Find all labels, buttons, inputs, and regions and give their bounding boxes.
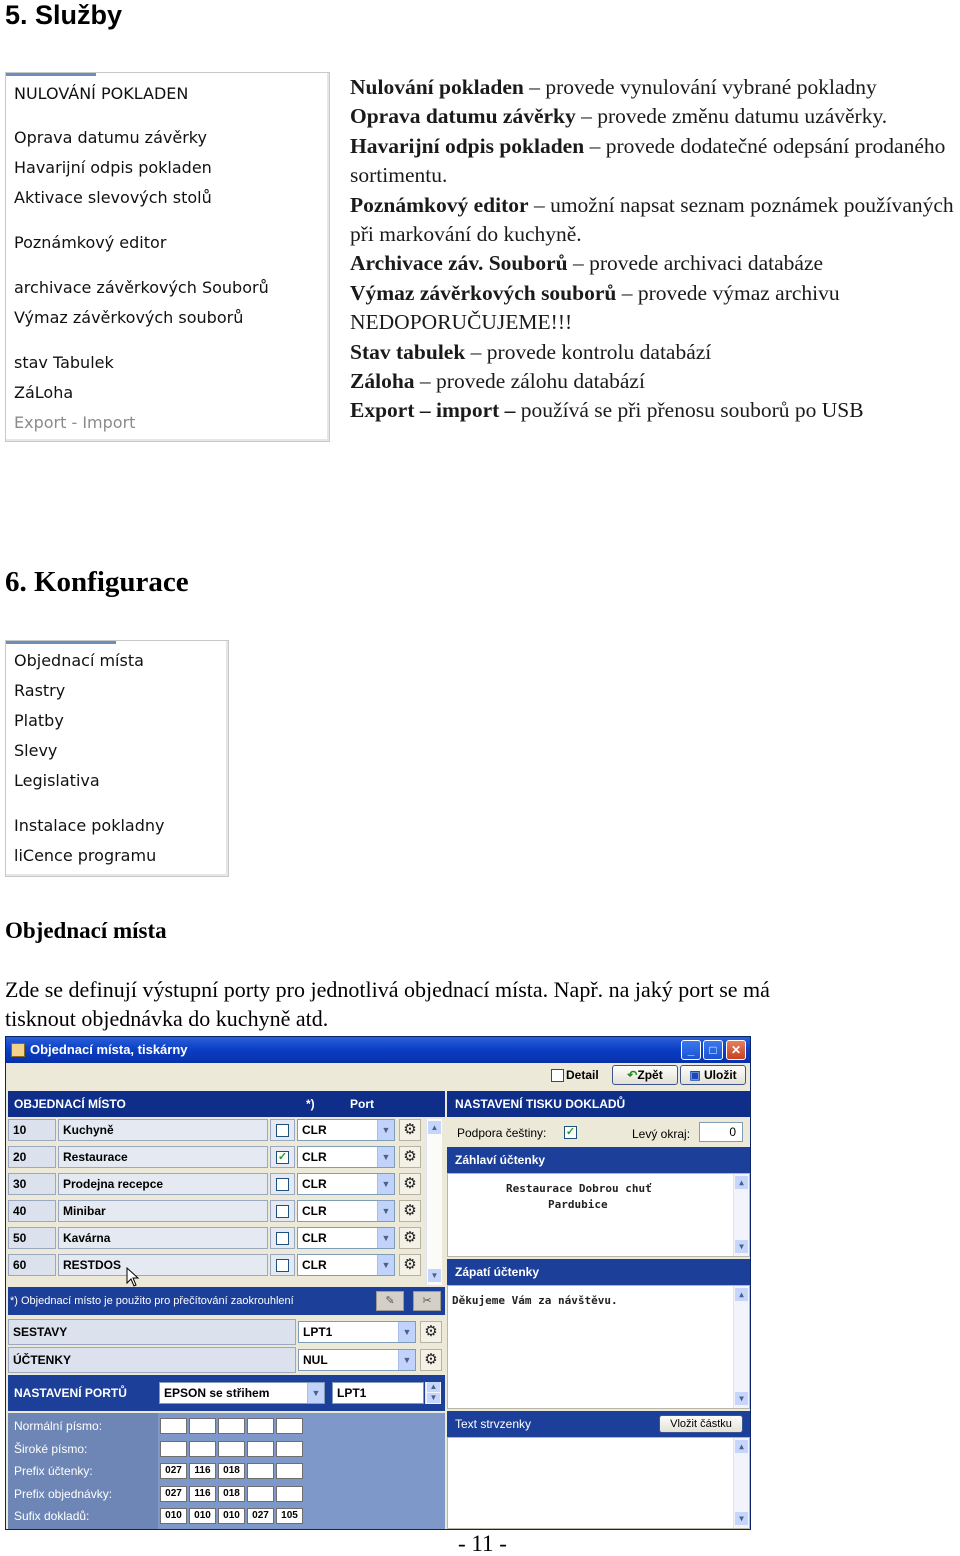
margin-input[interactable]: 0 bbox=[699, 1122, 743, 1142]
escape-code-field[interactable] bbox=[218, 1441, 245, 1457]
detail-label: Detail bbox=[566, 1068, 599, 1082]
edit-icon[interactable]: ✎ bbox=[376, 1291, 404, 1311]
header-scrollbar[interactable] bbox=[733, 1174, 749, 1256]
margin-label: Levý okraj: bbox=[632, 1127, 691, 1141]
escape-code-field[interactable] bbox=[218, 1418, 245, 1434]
chevron-down-icon[interactable]: ▼ bbox=[377, 1174, 394, 1194]
menu-item-vymaz[interactable]: Výmaz závěrkových souborů bbox=[14, 308, 244, 327]
menu-item-poznamkovy[interactable]: Poznámkový editor bbox=[14, 233, 167, 252]
scroll-down-icon[interactable]: ▼ bbox=[735, 1240, 748, 1253]
printer-select[interactable]: EPSON se střihem ▼ bbox=[159, 1382, 325, 1404]
font-setting-label: Široké písmo: bbox=[14, 1441, 88, 1456]
desc-oprava: Oprava datumu závěrky – provede změnu datumu uzávěrky. bbox=[350, 104, 888, 129]
czech-checkbox[interactable]: ✓ bbox=[565, 1126, 576, 1138]
escape-code-field[interactable]: 105 bbox=[276, 1508, 303, 1524]
menu-separator bbox=[12, 338, 327, 339]
receipt-header-label: Záhlaví účtenky bbox=[455, 1153, 546, 1167]
chevron-down-icon[interactable]: ▼ bbox=[377, 1228, 394, 1248]
place-star-cell bbox=[270, 1227, 295, 1249]
menu-item-legislativa[interactable]: Legislativa bbox=[14, 771, 100, 790]
ports-header-label: NASTAVENÍ PORTŮ bbox=[14, 1386, 127, 1400]
receipt-footer-textarea[interactable] bbox=[447, 1285, 750, 1409]
escape-code-field[interactable] bbox=[160, 1441, 187, 1457]
menu-separator bbox=[12, 263, 327, 264]
escape-code-field[interactable] bbox=[276, 1463, 303, 1479]
place-checkbox[interactable] bbox=[276, 1232, 289, 1245]
print-options-row bbox=[447, 1119, 750, 1147]
place-number: 40 bbox=[8, 1200, 56, 1222]
place-port-select[interactable]: CLR ▼ bbox=[297, 1173, 395, 1195]
escape-code-field[interactable] bbox=[276, 1486, 303, 1502]
escape-code-field[interactable] bbox=[189, 1441, 216, 1457]
escape-code-field[interactable] bbox=[160, 1418, 187, 1434]
col-place: OBJEDNACÍ MÍSTO bbox=[14, 1097, 126, 1111]
config-menu bbox=[5, 640, 229, 877]
page-number: - 11 - bbox=[458, 1531, 507, 1556]
maximize-icon[interactable]: □ bbox=[703, 1040, 723, 1060]
place-number: 20 bbox=[8, 1146, 56, 1168]
escape-code-field[interactable] bbox=[247, 1418, 274, 1434]
chevron-down-icon[interactable]: ▼ bbox=[377, 1147, 394, 1167]
place-star-cell bbox=[270, 1173, 295, 1195]
paragraph-line-1: Zde se definují výstupní porty pro jednotlivá objednací místa. Např. na jaký port se má bbox=[5, 977, 770, 1002]
printer-port-spinner[interactable] bbox=[425, 1382, 441, 1404]
storno-textarea[interactable] bbox=[447, 1437, 750, 1529]
printer-port-input[interactable]: LPT1 bbox=[332, 1382, 424, 1404]
receipt-footer-bar bbox=[447, 1259, 750, 1285]
window-title: Objednací místa, tiskárny bbox=[30, 1042, 188, 1057]
scroll-down-icon[interactable]: ▼ bbox=[735, 1512, 748, 1525]
menu-item-archivace[interactable]: archivace závěrkových Souborů bbox=[14, 278, 269, 297]
services-menu bbox=[5, 72, 330, 442]
menu-item-nulovani[interactable]: NULOVÁNÍ POKLADEN bbox=[14, 84, 189, 103]
place-checkbox[interactable] bbox=[276, 1205, 289, 1218]
minimize-icon[interactable]: _ bbox=[681, 1040, 701, 1060]
save-icon: ▣ bbox=[689, 1068, 701, 1082]
receipt-header-bar bbox=[447, 1147, 750, 1173]
paragraph-line-2: tisknout objednávka do kuchyně atd. bbox=[5, 1006, 329, 1031]
escape-code-field[interactable]: 027 bbox=[247, 1508, 274, 1524]
place-star-cell bbox=[270, 1254, 295, 1276]
gear-icon[interactable]: ⚙ bbox=[399, 1227, 421, 1249]
place-star-cell bbox=[270, 1119, 295, 1141]
gear-icon[interactable]: ⚙ bbox=[399, 1173, 421, 1195]
close-icon[interactable]: ✕ bbox=[726, 1040, 746, 1060]
escape-code-field[interactable]: 010 bbox=[160, 1508, 187, 1524]
escape-code-field[interactable] bbox=[276, 1418, 303, 1434]
storno-label: Text strvzenky bbox=[455, 1417, 532, 1431]
menu-item-slevy[interactable]: Slevy bbox=[14, 741, 58, 760]
footer-scrollbar[interactable] bbox=[733, 1286, 749, 1408]
menu-item-platby[interactable]: Platby bbox=[14, 711, 64, 730]
place-name[interactable]: Kuchyně bbox=[58, 1119, 268, 1141]
escape-code-field[interactable]: 116 bbox=[189, 1463, 216, 1479]
menu-item-oprava[interactable]: Oprava datumu závěrky bbox=[14, 128, 207, 147]
menu-separator bbox=[12, 218, 327, 219]
note-bar bbox=[8, 1287, 445, 1315]
chevron-down-icon[interactable]: ▼ bbox=[377, 1120, 394, 1140]
font-setting-label: Prefix objednávky: bbox=[14, 1486, 113, 1501]
detail-checkbox[interactable] bbox=[551, 1069, 564, 1082]
menu-item-rastry[interactable]: Rastry bbox=[14, 681, 66, 700]
place-checkbox[interactable] bbox=[276, 1178, 289, 1191]
print-settings-label: NASTAVENÍ TISKU DOKLADŮ bbox=[455, 1097, 626, 1111]
czech-label: Podpora češtiny: bbox=[457, 1126, 547, 1140]
desc-zaloha: Záloha – provede zálohu databází bbox=[350, 369, 645, 394]
desc-vymaz: Výmaz závěrkových souborů – provede výmaz archivu NEDOPORUČUJEME!!! bbox=[350, 280, 840, 335]
section-6-title: 6. Konfigurace bbox=[5, 566, 189, 598]
section-5-title: 5. Služby bbox=[5, 0, 123, 30]
insert-amount-button[interactable]: Vložit částku bbox=[659, 1415, 743, 1433]
place-port-select[interactable]: CLR ▼ bbox=[297, 1119, 395, 1141]
title-bar[interactable] bbox=[6, 1037, 750, 1063]
place-star-cell bbox=[270, 1200, 295, 1222]
place-checkbox[interactable] bbox=[276, 1124, 289, 1137]
escape-code-field[interactable]: 116 bbox=[189, 1486, 216, 1502]
menu-separator bbox=[12, 113, 327, 114]
scroll-up-icon[interactable]: ▲ bbox=[735, 1440, 748, 1453]
storno-scrollbar[interactable] bbox=[733, 1438, 749, 1528]
escape-code-field[interactable]: 010 bbox=[218, 1508, 245, 1524]
menu-item-licence[interactable]: liCence programu bbox=[14, 846, 157, 865]
sestavy-port-select[interactable]: LPT1 ▼ bbox=[298, 1321, 416, 1343]
place-checkbox[interactable]: ✓ bbox=[277, 1151, 288, 1163]
escape-code-field[interactable] bbox=[247, 1441, 274, 1457]
undo-icon: ↶ bbox=[627, 1068, 638, 1082]
gear-icon[interactable]: ⚙ bbox=[399, 1200, 421, 1222]
menu-item-objednaci-mista[interactable]: Objednací místa bbox=[14, 651, 144, 670]
escape-code-field[interactable]: 027 bbox=[160, 1463, 187, 1479]
back-button[interactable]: ↶Zpět bbox=[612, 1065, 678, 1085]
subsection-title: Objednací místa bbox=[5, 918, 167, 943]
chevron-down-icon[interactable]: ▼ bbox=[398, 1350, 415, 1370]
menu-item-export: Export - Import bbox=[14, 413, 136, 432]
menu-item-aktivace[interactable]: Aktivace slevových stolů bbox=[14, 188, 212, 207]
place-star-cell bbox=[270, 1146, 295, 1168]
receipt-header-textarea[interactable] bbox=[447, 1173, 750, 1257]
print-settings-header bbox=[447, 1091, 750, 1117]
col-port: Port bbox=[350, 1097, 374, 1111]
spin-up-icon[interactable]: ▲ bbox=[427, 1382, 440, 1392]
place-name[interactable]: Kavárna bbox=[58, 1227, 268, 1249]
place-port-select[interactable]: CLR ▼ bbox=[297, 1227, 395, 1249]
menu-item-instalace[interactable]: Instalace pokladny bbox=[14, 816, 165, 835]
app-window bbox=[5, 1036, 751, 1530]
receipt-footer-line: Děkujeme Vám za návštěvu. bbox=[452, 1294, 618, 1307]
place-name[interactable]: Restaurace bbox=[58, 1146, 268, 1168]
place-name[interactable]: Prodejna recepce bbox=[58, 1173, 268, 1195]
menu-top-bar bbox=[6, 641, 116, 644]
desc-havarijni: Havarijní odpis pokladen – provede dodatečné odepsání prodaného sortimentu. bbox=[350, 133, 946, 188]
note-text: *) Objednací místo je použito pro přečítování zaokrouhlení bbox=[10, 1295, 294, 1307]
gear-icon[interactable]: ⚙ bbox=[399, 1119, 421, 1141]
mouse-cursor-icon bbox=[126, 1267, 140, 1287]
place-number: 60 bbox=[8, 1254, 56, 1276]
font-setting-label: Sufix dokladů: bbox=[14, 1509, 90, 1523]
cut-icon[interactable]: ✂ bbox=[413, 1291, 441, 1311]
chevron-down-icon[interactable]: ▼ bbox=[377, 1201, 394, 1221]
desc-poznamkovy: Poznámkový editor – umožní napsat seznam poznámek používaných při markování do kuchyně. bbox=[350, 192, 954, 247]
font-setting-label: Normální písmo: bbox=[14, 1419, 103, 1433]
save-button[interactable]: ▣ Uložit bbox=[680, 1065, 746, 1085]
storno-bar bbox=[447, 1411, 750, 1437]
receipt-header-line-1: Restaurace Dobrou chuť bbox=[506, 1182, 652, 1195]
escape-code-field[interactable]: 010 bbox=[189, 1508, 216, 1524]
gear-icon[interactable]: ⚙ bbox=[420, 1349, 442, 1371]
place-number: 50 bbox=[8, 1227, 56, 1249]
chevron-down-icon[interactable]: ▼ bbox=[377, 1255, 394, 1275]
desc-stav: Stav tabulek – provede kontrolu databází bbox=[350, 339, 712, 364]
place-port-select[interactable]: CLR ▼ bbox=[297, 1200, 395, 1222]
scroll-up-icon[interactable]: ▲ bbox=[735, 1288, 748, 1301]
services-description bbox=[350, 73, 960, 426]
desc-export: Export – import – používá se při přenosu souborů po USB bbox=[350, 398, 864, 423]
menu-item-havarijni[interactable]: Havarijní odpis pokladen bbox=[14, 158, 212, 177]
escape-code-field[interactable]: 027 bbox=[160, 1486, 187, 1502]
escape-code-field[interactable]: 018 bbox=[218, 1463, 245, 1479]
uctenky-label: ÚČTENKY bbox=[8, 1347, 296, 1373]
place-number: 10 bbox=[8, 1119, 56, 1141]
scroll-up-icon[interactable]: ▲ bbox=[735, 1176, 748, 1189]
place-name[interactable]: RESTDOS bbox=[58, 1254, 268, 1276]
gear-icon[interactable]: ⚙ bbox=[399, 1146, 421, 1168]
places-scrollbar[interactable] bbox=[426, 1119, 442, 1285]
chevron-down-icon[interactable]: ▼ bbox=[398, 1322, 415, 1342]
sestavy-label: SESTAVY bbox=[8, 1319, 296, 1345]
place-name[interactable]: Minibar bbox=[58, 1200, 268, 1222]
window-icon bbox=[11, 1043, 25, 1057]
menu-item-stav[interactable]: stav Tabulek bbox=[14, 353, 114, 372]
scroll-up-icon[interactable]: ▲ bbox=[428, 1121, 441, 1134]
place-port-select[interactable]: CLR ▼ bbox=[297, 1146, 395, 1168]
desc-nulovani: Nulování pokladen – provede vynulování vybrané pokladny bbox=[350, 75, 877, 99]
place-checkbox[interactable] bbox=[276, 1259, 289, 1272]
col-star: *) bbox=[306, 1097, 315, 1111]
escape-code-field[interactable]: 018 bbox=[218, 1486, 245, 1502]
escape-code-field[interactable] bbox=[247, 1486, 274, 1502]
desc-archivace: Archivace záv. Souborů – provede archivaci databáze bbox=[350, 251, 824, 276]
uctenky-port-select[interactable]: NUL ▼ bbox=[298, 1349, 416, 1371]
escape-code-field[interactable] bbox=[189, 1418, 216, 1434]
scroll-down-icon[interactable]: ▼ bbox=[428, 1269, 441, 1282]
menu-item-zaloha[interactable]: ZáLoha bbox=[14, 383, 74, 402]
receipt-footer-label: Zápatí účtenky bbox=[455, 1265, 540, 1279]
menu-separator bbox=[12, 802, 224, 803]
receipt-header-line-2: Pardubice bbox=[548, 1198, 608, 1211]
places-header bbox=[8, 1091, 445, 1117]
font-setting-label: Prefix účtenky: bbox=[14, 1464, 93, 1478]
escape-code-field[interactable] bbox=[276, 1441, 303, 1457]
escape-code-field[interactable] bbox=[247, 1463, 274, 1479]
spin-down-icon[interactable]: ▼ bbox=[427, 1393, 440, 1403]
place-number: 30 bbox=[8, 1173, 56, 1195]
gear-icon[interactable]: ⚙ bbox=[399, 1254, 421, 1276]
menu-top-bar bbox=[6, 73, 96, 76]
chevron-down-icon[interactable]: ▼ bbox=[307, 1383, 324, 1403]
gear-icon[interactable]: ⚙ bbox=[420, 1321, 442, 1343]
scroll-down-icon[interactable]: ▼ bbox=[735, 1392, 748, 1405]
place-port-select[interactable]: CLR ▼ bbox=[297, 1254, 395, 1276]
